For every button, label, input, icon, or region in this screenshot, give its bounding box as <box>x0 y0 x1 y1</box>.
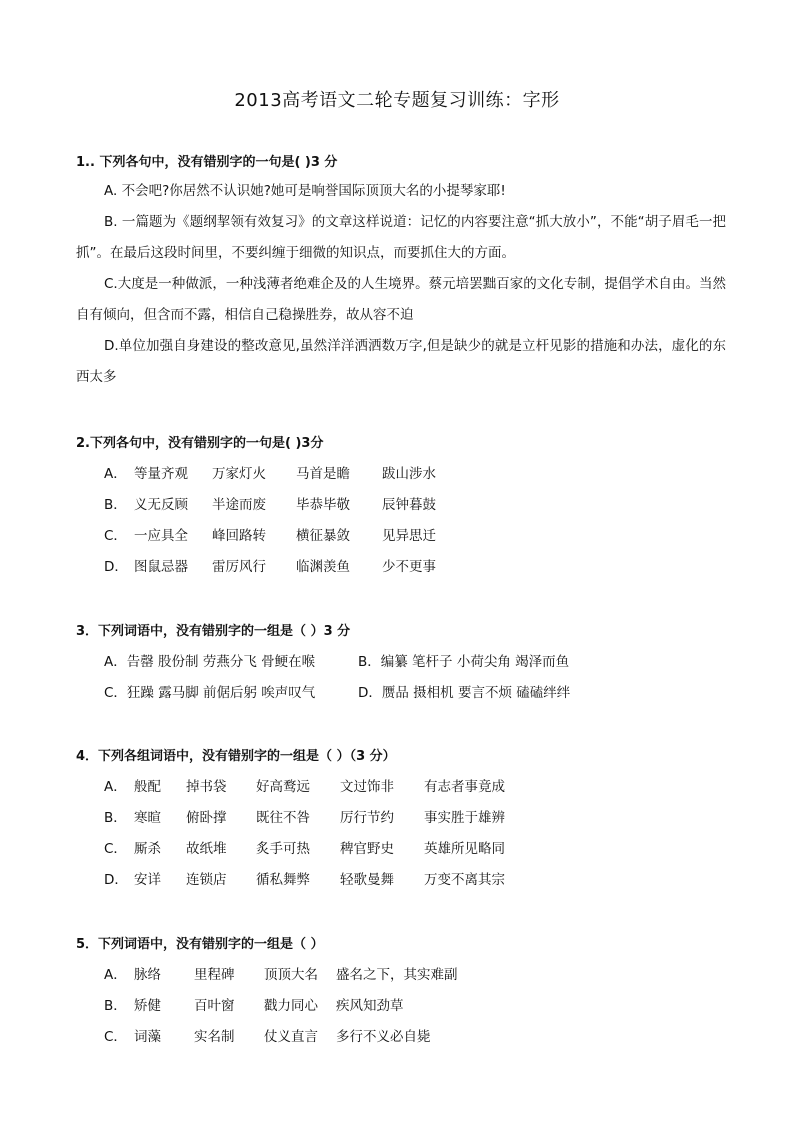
question-3-row-1 <box>76 647 726 678</box>
question-2-option-a <box>76 459 726 490</box>
option-word: 脉络 <box>134 967 161 983</box>
option-word: 稗官野史 <box>340 841 394 857</box>
option-word: 少不更事 <box>382 559 436 575</box>
page-title: 2013高考语文二轮专题复习训练：字形 <box>234 90 560 111</box>
question-2-option-c <box>76 521 726 552</box>
option-word: 词藻 <box>134 1029 161 1045</box>
question-1-stem: 1.. 下列各句中，没有错别字的一句是( )3 分 <box>76 155 338 170</box>
question-2-option-b <box>76 490 726 521</box>
option-word: 盛名之下，其实难副 <box>336 967 458 983</box>
option-word: 万变不离其宗 <box>424 872 505 888</box>
question-2-option-d <box>76 552 726 583</box>
option-word: 里程碑 <box>194 967 235 983</box>
option-word: 雷厉风行 <box>212 559 266 575</box>
question-5-option-c <box>76 1022 726 1053</box>
option-label: A． <box>104 967 127 983</box>
option-label: B． <box>104 998 127 1014</box>
question-4-option-d <box>76 865 726 896</box>
question-3-option-d: D．赝品 摄相机 要言不烦 磕磕绊绊 <box>358 685 571 701</box>
question-3 <box>76 621 726 709</box>
option-word: 实名制 <box>194 1029 235 1045</box>
option-word: 矫健 <box>134 998 161 1014</box>
question-5-option-b <box>76 991 726 1022</box>
option-word: 一应具全 <box>134 528 188 544</box>
option-word: 英雄所见略同 <box>424 841 505 857</box>
option-word: 万家灯火 <box>212 466 266 482</box>
option-label: C． <box>104 841 127 857</box>
option-word: 轻歌曼舞 <box>340 872 394 888</box>
option-label: C． <box>104 528 127 544</box>
question-5 <box>76 934 726 1053</box>
option-word: 般配 <box>134 779 161 795</box>
question-3-option-c: C．狂躁 露马脚 前倨后躬 唉声叹气 <box>104 685 316 701</box>
question-1 <box>76 152 726 393</box>
question-2-stem: 2.下列各句中，没有错别字的一句是( )3分 <box>76 436 324 451</box>
option-word: 文过饰非 <box>340 779 394 795</box>
option-word: 横征暴敛 <box>296 528 350 544</box>
option-word: 有志者事竟成 <box>424 779 505 795</box>
option-word: 见异思迁 <box>382 528 436 544</box>
option-word: 好高鹜远 <box>256 779 310 795</box>
option-word: 寒暄 <box>134 810 161 826</box>
option-word: 俯卧撑 <box>186 810 227 826</box>
question-4 <box>76 746 726 896</box>
option-word: 顶顶大名 <box>264 967 318 983</box>
option-label: D． <box>104 872 128 888</box>
option-word: 事实胜于雄辨 <box>424 810 505 826</box>
option-word: 毕恭毕敬 <box>296 497 350 513</box>
option-label: A． <box>104 466 127 482</box>
option-word: 循私舞弊 <box>256 872 310 888</box>
option-word: 安详 <box>134 872 161 888</box>
option-word: 峰回路转 <box>212 528 266 544</box>
question-4-option-a <box>76 772 726 803</box>
question-5-stem: 5．下列词语中，没有错别字的一组是（ ） <box>76 937 324 952</box>
option-word: 跋山涉水 <box>382 466 436 482</box>
option-word: 厉行节约 <box>340 810 394 826</box>
option-label: B． <box>104 810 127 826</box>
option-word: 连锁店 <box>186 872 227 888</box>
option-word: 半途而废 <box>212 497 266 513</box>
option-label: C． <box>104 1029 127 1045</box>
option-word: 等量齐观 <box>134 466 188 482</box>
option-word: 掉书袋 <box>186 779 227 795</box>
option-word: 厮杀 <box>134 841 161 857</box>
option-label: D． <box>104 559 128 575</box>
option-word: 多行不义必自毙 <box>336 1029 431 1045</box>
question-3-option-b: B．编纂 笔杆子 小荷尖角 竭泽而鱼 <box>358 654 570 670</box>
option-label: A． <box>104 779 127 795</box>
option-word: 既往不咎 <box>256 810 310 826</box>
question-3-stem: 3．下列词语中，没有错别字的一组是（ ）3 分 <box>76 624 351 639</box>
option-word: 马首是瞻 <box>296 466 350 482</box>
option-word: 戳力同心 <box>264 998 318 1014</box>
option-word: 疾风知劲草 <box>336 998 404 1014</box>
option-word: 炙手可热 <box>256 841 310 857</box>
question-4-stem: 4．下列各组词语中，没有错别字的一组是（ ）（3 分） <box>76 749 396 764</box>
question-1-option-a: A. 不会吧?你居然不认识她?她可是响誉国际顶顶大名的小提琴家耶! <box>104 183 506 199</box>
question-4-option-c <box>76 834 726 865</box>
question-2 <box>76 433 726 583</box>
question-1-option-b: B. 一篇题为《题纲挈领有效复习》的文章这样说道：记忆的内容要注意“抓大放小”，不能“胡子眉毛一把抓”。在最后这段时间里，不要纠缠于细微的知识点，而要抓住大的方面。 <box>76 214 726 261</box>
option-label: B． <box>104 497 127 513</box>
question-3-row-2 <box>76 678 726 709</box>
question-5-option-a <box>76 960 726 991</box>
option-word: 仗义直言 <box>264 1029 318 1045</box>
option-word: 义无反顾 <box>134 497 188 513</box>
option-word: 辰钟暮鼓 <box>382 497 436 513</box>
option-word: 临渊羡鱼 <box>296 559 350 575</box>
question-1-option-c: C.大度是一种做派，一种浅薄者绝难企及的人生境界。蔡元培罢黜百家的文化专制，提倡学术自由。当然自有倾向，但含而不露，相信自己稳操胜券，故从容不迫 <box>76 276 726 323</box>
question-3-option-a: A．告罄 股份制 劳燕分飞 骨鲠在喉 <box>104 654 316 670</box>
option-word: 图鼠忌器 <box>134 559 188 575</box>
question-1-option-d: D.单位加强自身建设的整改意见,虽然洋洋洒洒数万字,但是缺少的就是立杆见影的措施和办法，虚化的东西太多 <box>76 338 726 385</box>
option-word: 故纸堆 <box>186 841 227 857</box>
question-4-option-b <box>76 803 726 834</box>
option-word: 百叶窗 <box>194 998 235 1014</box>
